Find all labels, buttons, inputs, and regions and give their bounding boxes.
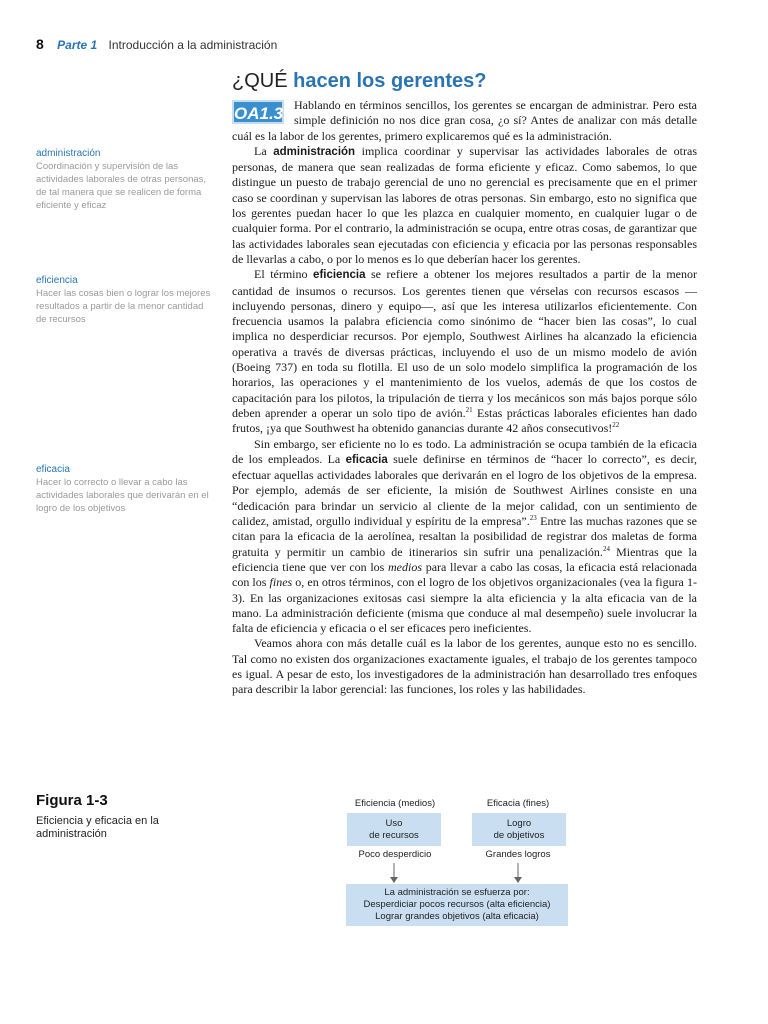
- section-title: Introducción a la administración: [108, 38, 278, 52]
- figure-left-header: Eficiencia (medios): [354, 798, 436, 809]
- paragraph-enfoques: Veamos ahora con más detalle cuál es la labor de los gerentes, aunque esto no es sencillo. Tal como no existen dos organizaciones exactamente iguales, el trabajo de los gerentes tampoco es igual. A pesar de esto, los investigadores de la administración han desarrollado tres enfoques para describir la labor gerencial: las funciones, los roles y las habilidades.: [232, 636, 697, 697]
- figure-left-result: Poco desperdicio: [358, 849, 432, 860]
- paragraph-intro: Hablando en términos sencillos, los gerentes se encargan de administrar. Pero esta simple definición no nos dice gran cosa, ¿o sí? Antes de analizar con más detalle cuál es la labor de los gerentes, primero explicaremos qué es la administración.: [232, 98, 697, 143]
- key-term: eficiencia: [313, 269, 366, 282]
- paragraph-eficiencia: El término eficiencia se refiere a obtener los mejores resultados a partir de la menor cantidad de insumos o recursos. Los gerentes tienen que vérselas con recursos escasos —incluyendo personas, dinero y equipo—, así que les interesa utilizarlos eficientemente. Con frecuencia usamos la palabra eficiencia como sinónimo de “hacer bien las cosas”, lo cual implica no desperdiciar recursos. Por ejemplo, Southwest Airlines ha alcanzado la eficiencia operativa a través de diversas prácticas, incluyendo el uso de un mismo modelo de avión (Boeing 737) en toda su flotilla. El uso de un solo modelo simplifica la programación de los horarios, las operaciones y el mantenimiento de los vuelos, además de que los costos de capacitación para los pilotos, la tripulación de tierra y los mecánicos son más bajos porque sólo deben aprender a operar un solo tipo de avión.$^{21}$ Estas prácticas laborales eficientes han dado frutos, ¡ya que Southwest ha obtenido ganancias durante 42 años consecutivos!$^{22}$: [232, 267, 697, 436]
- paragraph-administracion: La administración implica coordinar y supervisar las actividades laborales de otras personas, de manera que sean realizadas de forma eficiente y eficaz. Como sabemos, lo que distingue un puesto de trabajo gerencial de uno no gerencial es precisamente que en el primer caso se coordinan y supervisan las labores de otras personas. Sin embargo, esto no significa que los gerentes puedan hacer lo que les plazca en cualquier momento, en cualquier lugar o de cualquier forma. Por el contrario, la administración se ocupa, entre otras cosas, de garantizar que las actividades laborales sean ejecutadas con eficiencia y eficacia por las personas responsables de llevarlas a cabo, o por lo menos es lo que deberían hacer los gerentes.: [232, 143, 698, 266]
- figure-right-result: Grandes logros: [485, 849, 551, 860]
- margin-term-definition: Coordinación y supervisión de las actividades laborales de otras personas, de tal manera que se realicen de forma eficiente y eficaz: [36, 161, 207, 211]
- figure-bottom-box: La administración se esfuerza por: Desperdiciar pocos recursos (alta eficiencia) Lograr grandes objetivos (alta eficacia): [346, 884, 568, 926]
- margin-term-definition: Hacer las cosas bien o lograr los mejores resultados a partir de la menor cantidad de recursos: [36, 288, 211, 325]
- figure-caption: Eficiencia y eficacia en la administración: [36, 815, 159, 840]
- figure-right-box: Logro de objetivos: [472, 813, 566, 846]
- footnote-ref: 22: [612, 421, 620, 430]
- footnote-ref: 23: [529, 514, 537, 523]
- page-number: 8: [36, 36, 44, 52]
- part-label: Parte 1: [57, 38, 98, 52]
- paragraph-eficacia: Sin embargo, ser eficiente no lo es todo. La administración se ocupa también de la eficacia de los empleados. La eficacia suele definirse en términos de “hacer lo correcto”, es decir, efectuar aquellas actividades laborales que derivarán en el logro de los objetivos de la empresa. Por ejemplo, además de ser eficiente, la misión de Southwest Airlines consiste en una “dedicación para brindar un servicio al cliente de la mejor calidad, con un sentimiento de calidez, amistad, orgullo individual y espíritu de la empresa”.$^{23}$ Entre las muchas razones que se citan para la eficacia de la aerolínea, resaltan la posibilidad de registrar dos maletas de forma gratuita y permitir un cambio de itinerarios sin sufrir una penalización.$^{24}$ Mientras que la eficiencia tiene que ver con los medios para llevar a cabo las cosas, la eficacia está relacionada con los fines o, en otros términos, con el logro de los objetivos organizacionales (vea la figura 1-3). En las organizaciones exitosas casi siempre la alta eficiencia y la alta eficacia van de la mano. La administración deficiente (misma que conduce al mal desempeño) suele involucrar la falta de eficiencia y eficacia o el ser eficaces pero ineficientes.: [232, 436, 697, 636]
- margin-term-title: eficacia: [36, 464, 70, 475]
- heading-rest: hacen los gerentes?: [293, 70, 487, 92]
- objective-badge: OA1.3: [232, 100, 284, 124]
- margin-term-definition: Hacer lo correcto o llevar a cabo las actividades laborales que derivarán en el logro de los objetivos: [36, 477, 209, 514]
- heading-question: ¿QUÉ: [232, 70, 288, 92]
- arrow-left-head: [390, 877, 398, 883]
- figure-label: Figura 1-3: [36, 792, 108, 809]
- margin-term-title: administración: [36, 148, 101, 159]
- figure-right-header: Eficacia (fines): [486, 798, 550, 809]
- key-term: administración: [273, 145, 356, 158]
- key-term: eficacia: [345, 453, 388, 466]
- figure-left-box: Uso de recursos: [347, 813, 441, 846]
- footnote-ref: 24: [602, 544, 610, 553]
- arrow-right-head: [514, 877, 522, 883]
- footnote-ref: 21: [465, 405, 473, 414]
- margin-term-title: eficiencia: [36, 275, 78, 286]
